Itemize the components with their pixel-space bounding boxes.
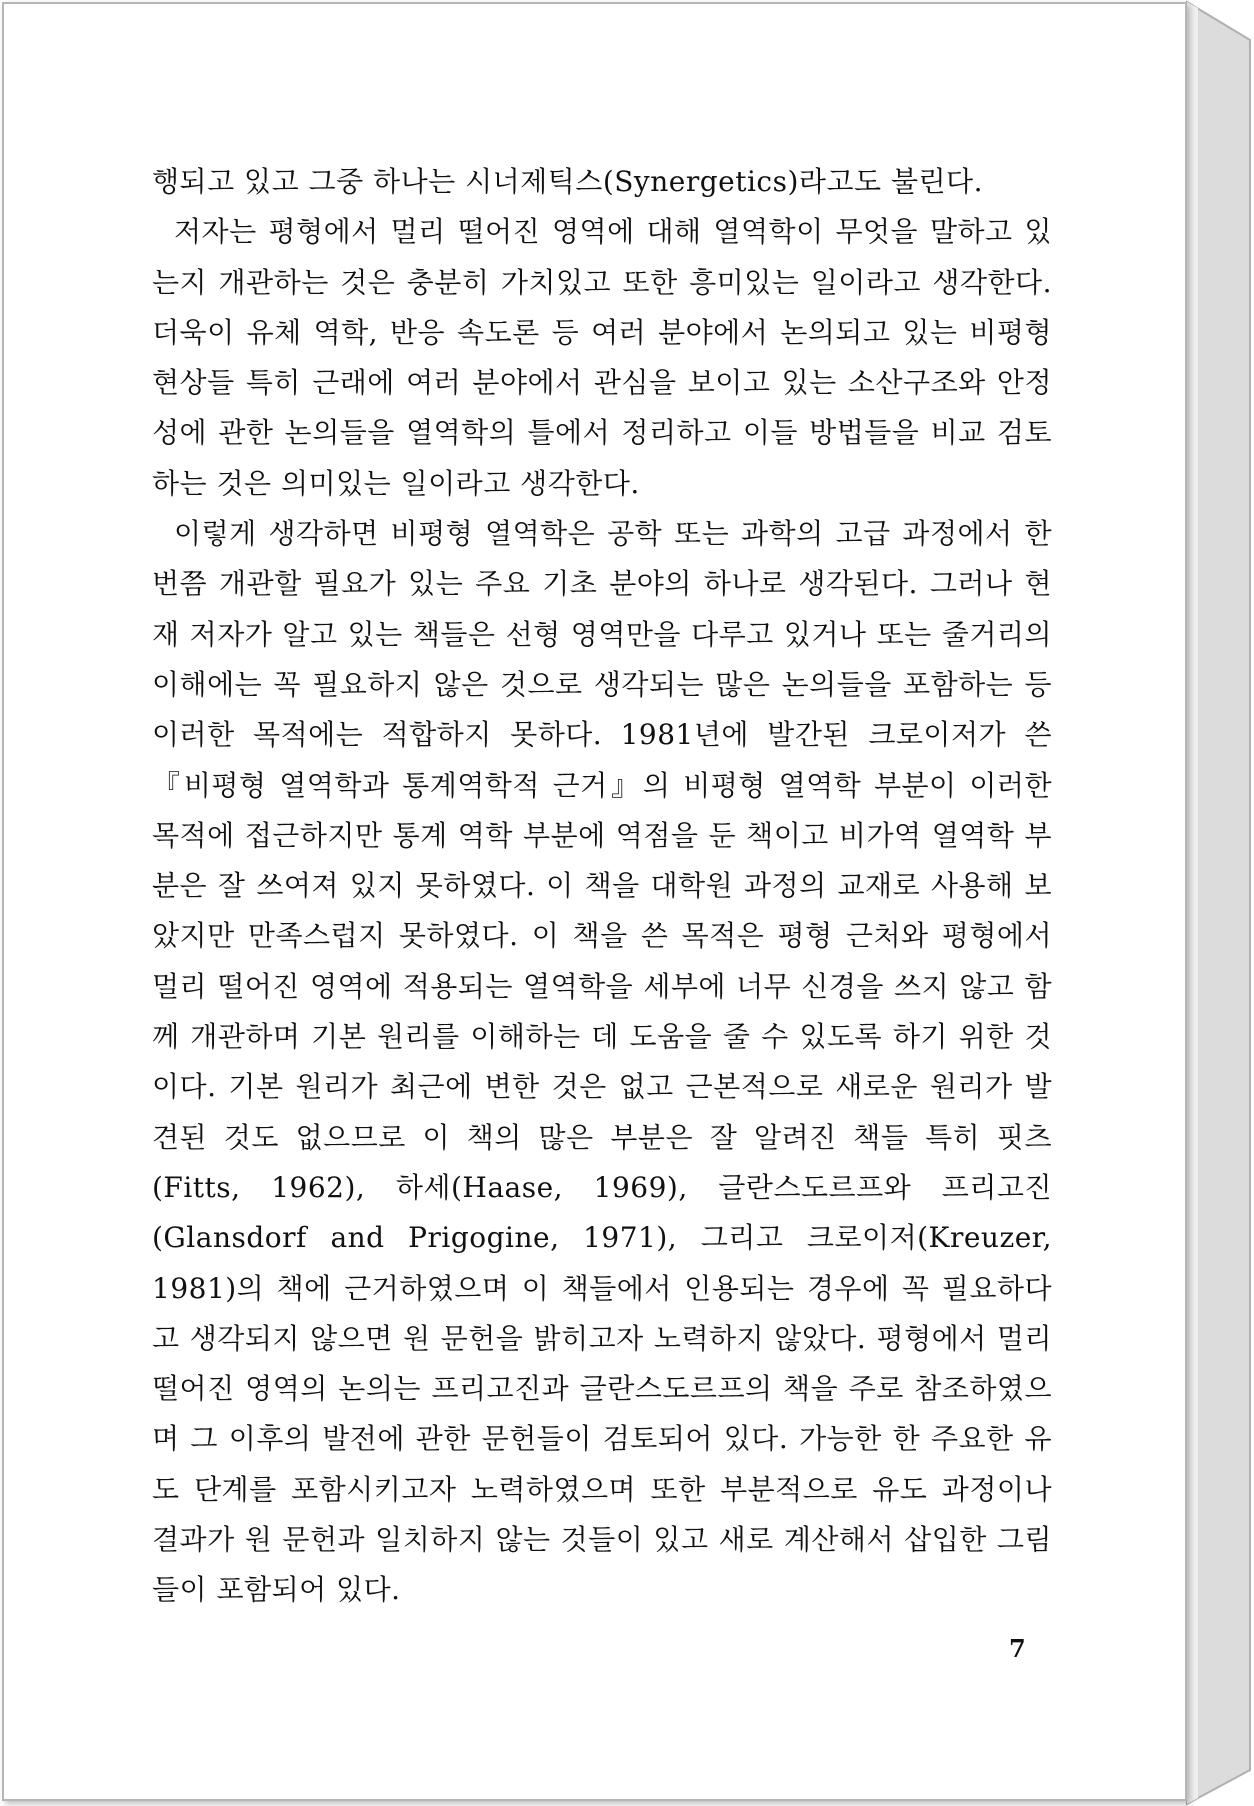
book-page (2, 2, 1187, 1801)
page-number: 7 (1009, 1634, 1026, 1663)
paragraph-continuation: 행되고 있고 그중 하나는 시너제틱스(Synergetics)라고도 불린다. (152, 165, 984, 198)
paragraph: 저자는 평형에서 멀리 떨어진 영역에 대해 열역학이 무엇을 말하고 있는지 개관하는 것은 충분히 가치있고 또한 흥미있는 일이라고 생각한다. 더욱이 유체 역학, 반응 속도론 등 여러 분야에서 논의되고 있는 비평형 현상들 특히 근래에 여러 분야에서 관심을 보이고 있는 소산구조와 안정성에 관한 논의들을 열역학의 틀에서 정리하고 이들 방법들을 비교 검토하는 것은 의미있는 일이라고 생각한다. (152, 215, 1052, 500)
body-text (152, 157, 1052, 1616)
paragraph: 이렇게 생각하면 비평형 열역학은 공학 또는 과학의 고급 과정에서 한번쯤 개관할 필요가 있는 주요 기초 분야의 하나로 생각된다. 그러나 현재 저자가 알고 있는 책들은 선형 영역만을 다루고 있거나 또는 줄거리의 이해에는 꼭 필요하지 않은 것으로 생각되는 많은 논의들을 포함하는 등 이러한 목적에는 적합하지 못하다. 1981년에 발간된 크로이저가 쓴 『비평형 열역학과 통계역학적 근거』의 비평형 열역학 부분이 이러한 목적에 접근하지만 통계 역학 부분에 역점을 둔 책이고 비가역 열역학 부분은 잘 쓰여져 있지 못하였다. 이 책을 대학원 과정의 교재로 사용해 보았지만 만족스럽지 못하였다. 이 책을 쓴 목적은 평형 근처와 평형에서 멀리 떨어진 영역에 적용되는 열역학을 세부에 너무 신경을 쓰지 않고 함께 개관하며 기본 원리를 이해하는 데 도움을 줄 수 있도록 하기 위한 것이다. 기본 원리가 최근에 변한 것은 없고 근본적으로 새로운 원리가 발견된 것도 없으므로 이 책의 많은 부분은 잘 알려진 책들 특히 핏츠(Fitts, 1962), 하세(Haase, 1969), 글란스도르프와 프리고진(Glansdorf and Prigogine, 1971), 그리고 크로이저(Kreuzer, 1981)의 책에 근거하였으며 이 책들에서 인용되는 경우에 꼭 필요하다고 생각되지 않으면 원 문헌을 밝히고자 노력하지 않았다. 평형에서 멀리 떨어진 영역의 논의는 프리고진과 글란스도르프의 책을 주로 참조하였으며 그 이후의 발전에 관한 문헌들이 검토되어 있다. 가능한 한 주요한 유도 단계를 포함시키고자 노력하였으며 또한 부분적으로 유도 과정이나 결과가 원 문헌과 일치하지 않는 것들이 있고 새로 계산해서 삽입한 그림들이 포함되어 있다. (152, 517, 1052, 1607)
